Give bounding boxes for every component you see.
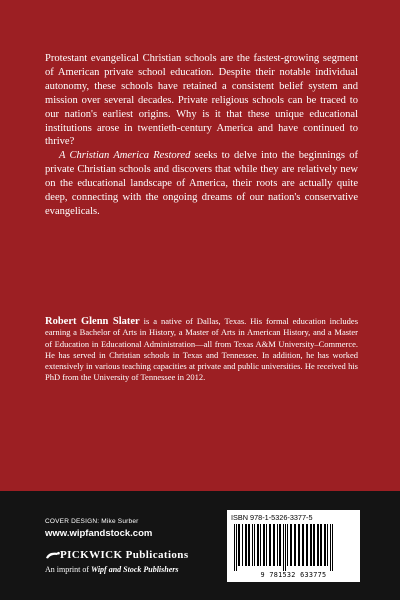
- barcode-bar: [252, 524, 253, 566]
- barcode-bar: [302, 524, 304, 566]
- barcode-bar: [298, 524, 300, 566]
- description-paragraph-1: Protestant evangelical Christian schools are the fastest-growing segment of American private school education. Despite their notable individual autonomy, these schools have retained a consistent belief system and mission over several decades. Private religious schools can be traced to our nation's earliest origins. Why is it that these unique educational institutions arose in twentieth-century America and have continued to thrive?: [45, 53, 358, 148]
- barcode-bar: [310, 524, 312, 566]
- author-name: Robert Glenn Slater: [45, 316, 140, 327]
- book-title-italic: A Christian America Restored: [59, 150, 191, 162]
- barcode-bar: [263, 524, 265, 566]
- pickwick-logo-icon: [45, 551, 61, 560]
- publisher-name: PICKWICK Publications: [60, 549, 189, 561]
- imprint-prefix: An imprint of: [45, 565, 91, 574]
- barcode-bar: [287, 524, 288, 566]
- barcode-bar: [294, 524, 296, 566]
- barcode-bar: [317, 524, 319, 566]
- barcode-bar: [269, 524, 271, 566]
- barcode-bar: [248, 524, 250, 566]
- barcode-bar: [266, 524, 267, 566]
- cover-design-credit: COVER DESIGN: Mike Surber: [45, 518, 139, 525]
- description-paragraph-2: [45, 149, 358, 219]
- author-bio-text: is a native of Dallas, Texas. His formal education includes earning a Bachelor of Arts in History, a Master of Arts in American History, and a Master of Education in Educational Administration—all from Texas A&M University–Commerce. He has served in Christian schools in Texas and Tennessee. In addition, he has worked extensively in various teaching capacities at private and public universities. He received his PhD from the University of Tennessee in 2012.: [45, 316, 358, 383]
- barcode-digits: 9 781532 633775: [260, 571, 327, 579]
- barcode-bar: [332, 524, 333, 571]
- barcode-bar: [330, 524, 331, 571]
- barcode-bar: [320, 524, 322, 566]
- barcode-bar: [279, 524, 281, 566]
- barcode-bar: [236, 524, 237, 571]
- barcode-bar: [242, 524, 243, 566]
- barcode-bar: [283, 524, 284, 571]
- isbn-label: ISBN 978-1-5326-3377-5: [231, 513, 313, 522]
- barcode-bar: [260, 524, 261, 566]
- barcode-bar: [273, 524, 275, 566]
- barcode-bar: [306, 524, 308, 566]
- author-bio: [45, 316, 358, 384]
- barcode-bars: [233, 524, 354, 571]
- barcode-bar: [324, 524, 326, 566]
- imprint-name: Wipf and Stock Publishers: [91, 565, 179, 574]
- barcode-bar: [254, 524, 255, 566]
- publisher-website: www.wipfandstock.com: [45, 528, 153, 539]
- barcode-bar: [285, 524, 286, 571]
- barcode-bar: [277, 524, 278, 566]
- imprint-line: [45, 565, 179, 574]
- barcode-bar: [290, 524, 292, 566]
- barcode-bar: [257, 524, 259, 566]
- barcode-bar: [327, 524, 328, 566]
- barcode-bar: [234, 524, 235, 571]
- description-paragraph-2-text: seeks to delve into the beginnings of private Christian schools and discovers that while they are relatively new on the educational landscape of America, their roots are actually quite deep, connecting with the ongoing dreams of our nation's conservative evangelicals.: [45, 150, 358, 217]
- barcode-bar: [245, 524, 247, 566]
- barcode-bar: [313, 524, 315, 566]
- barcode-bar: [238, 524, 240, 566]
- book-description: [45, 52, 358, 219]
- barcode-panel: [227, 510, 360, 582]
